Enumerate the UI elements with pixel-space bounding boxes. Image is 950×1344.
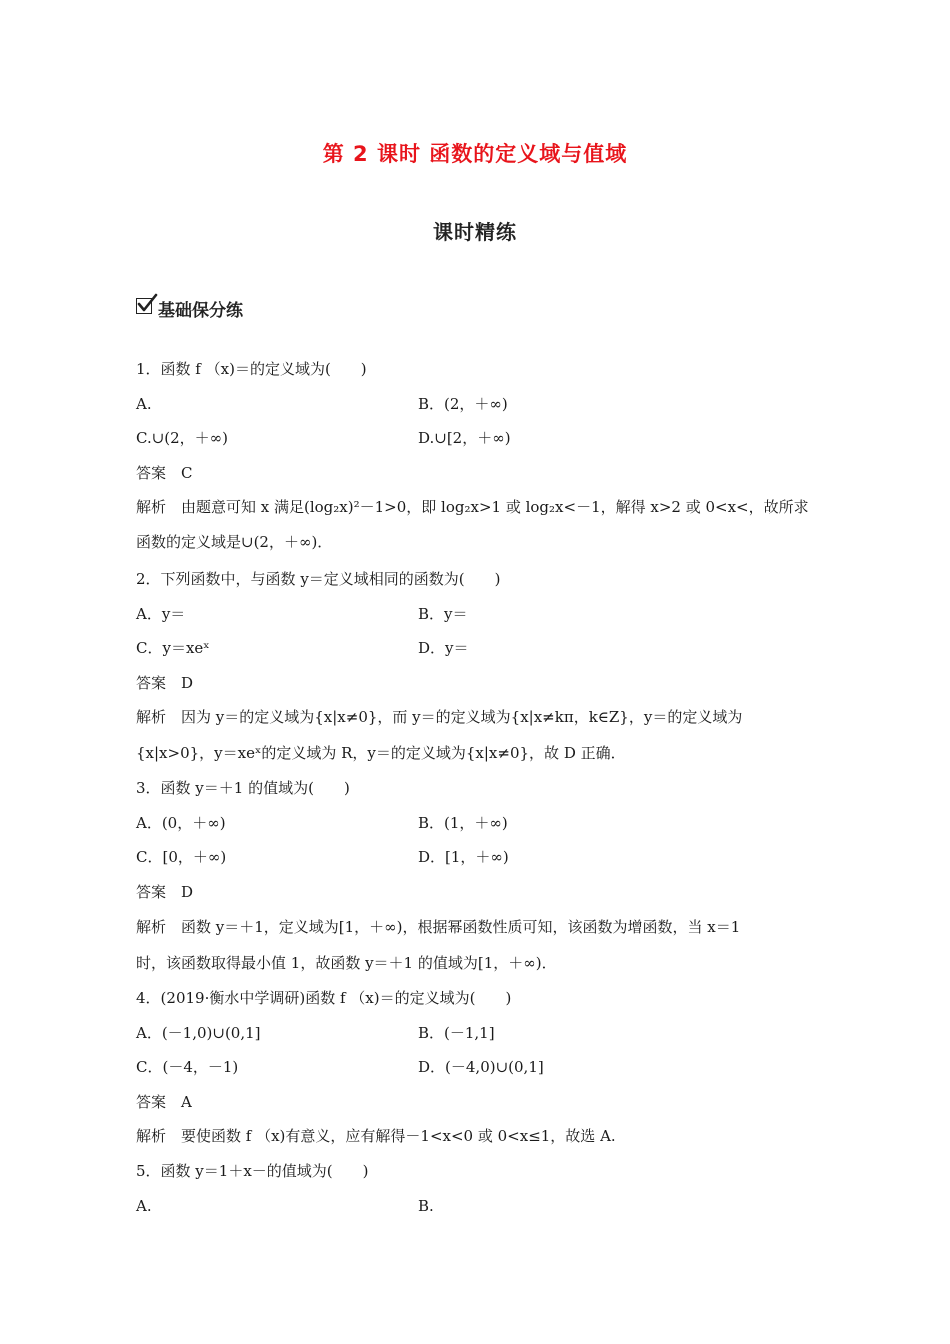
q2-answer: 答案 D (136, 674, 194, 692)
q3-option-c: C．[0，＋∞) (136, 848, 227, 866)
q1-option-b: B．(2，＋∞) (418, 395, 508, 413)
q3-answer: 答案 D (136, 883, 194, 901)
q4-analysis: 解析 要使函数 f （x)有意义，应有解得－1<x<0 或 0<x≤1，故选 A. (136, 1127, 616, 1145)
q3-analysis: 解析 函数 y＝＋1，定义域为[1，＋∞)，根据幂函数性质可知，该函数为增函数，当 x＝1 (136, 918, 741, 936)
section-subtitle: 课时精练 (433, 220, 517, 244)
q2-option-b: B．y＝ (418, 605, 468, 623)
q4-option-d: D．(－4,0)∪(0,1] (418, 1058, 544, 1076)
q5-option-b: B. (418, 1197, 434, 1215)
q1-option-c: C.∪(2，＋∞) (136, 429, 229, 447)
q1-option-a: A. (136, 395, 152, 413)
checkbox-check-icon (136, 298, 152, 314)
question-5: 5．函数 y＝1＋x－的值域为( ) (136, 1162, 369, 1180)
question-1: 1．函数 f （x)＝的定义域为( ) (136, 360, 367, 378)
question-4: 4．(2019·衡水中学调研)函数 f （x)＝的定义域为( ) (136, 989, 512, 1007)
q3-option-a: A．(0，＋∞) (136, 814, 226, 832)
q2-option-d: D．y＝ (418, 639, 469, 657)
q4-option-a: A．(－1,0)∪(0,1] (136, 1024, 261, 1042)
q3-option-b: B．(1，＋∞) (418, 814, 508, 832)
q1-analysis-cont: 函数的定义域是∪(2，＋∞)． (136, 533, 333, 551)
q5-option-a: A. (136, 1197, 152, 1215)
q1-analysis: 解析 由题意可知 x 满足(log₂x)²－1>0，即 log₂x>1 或 log₂x<－1，解得 x>2 或 0<x<，故所求 (136, 498, 809, 516)
question-3: 3．函数 y＝＋1 的值域为( ) (136, 779, 350, 797)
q2-option-a: A．y＝ (136, 605, 186, 623)
q2-analysis-cont: {x|x>0}，y＝xeˣ的定义域为 R，y＝的定义域为{x|x≠0}，故 D 正确． (136, 744, 626, 762)
q1-answer: 答案 C (136, 464, 193, 482)
q3-analysis-cont: 时，该函数取得最小值 1，故函数 y＝＋1 的值域为[1，＋∞)． (136, 954, 557, 972)
q3-option-d: D．[1，＋∞) (418, 848, 509, 866)
q4-option-c: C．(－4，－1) (136, 1058, 239, 1076)
q4-option-b: B．(－1,1] (418, 1024, 495, 1042)
section-label: 基础保分练 (158, 301, 243, 321)
lesson-title: 第 2 课时 函数的定义域与值域 (322, 142, 628, 166)
q2-analysis: 解析 因为 y＝的定义域为{x|x≠0}，而 y＝的定义域为{x|x≠kπ，k∈Z}，y＝的定义域为 (136, 708, 743, 726)
q1-option-d: D.∪[2，＋∞) (418, 429, 511, 447)
question-2: 2．下列函数中，与函数 y＝定义域相同的函数为( ) (136, 570, 501, 588)
q2-option-c: C．y＝xeˣ (136, 639, 210, 657)
q4-answer: 答案 A (136, 1093, 192, 1111)
